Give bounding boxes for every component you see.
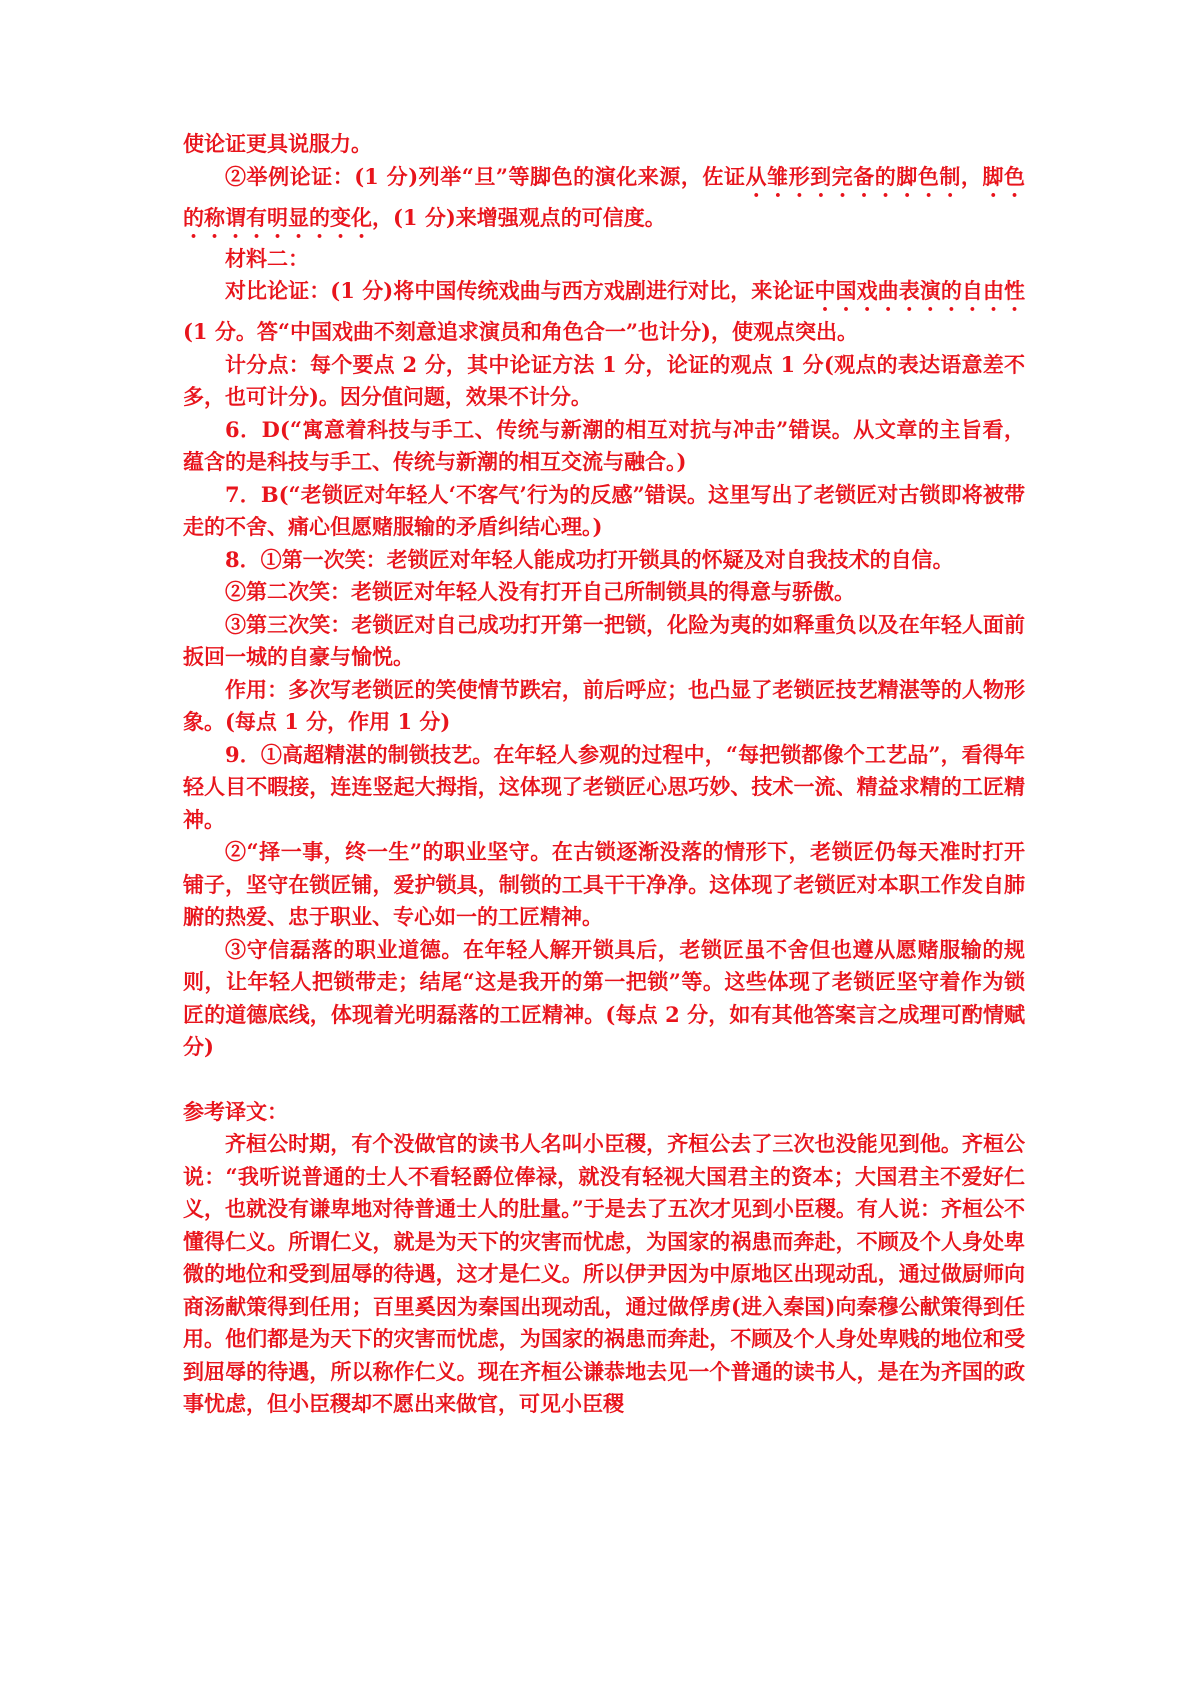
- contrast-argument-tail: (1 分。答“中国戏曲不刻意追求演员和角色合一”也计分)，使观点突出。: [183, 319, 858, 344]
- answer-question-9-point-2: ②“择一事，终一生”的职业坚守。在古锁逐渐没落的情形下，老锁匠仍每天准时打开铺子，坚守在锁匠铺，爱护锁具，制锁的工具干干净净。这体现了老锁匠对本职工作发自肺腑的热爱、忠于职业、专心如一的工匠精神。: [183, 839, 1025, 929]
- material-two-heading: 材料二：: [225, 245, 309, 271]
- answer-question-8-point-3: ③第三次笑：老锁匠对自己成功打开第一把锁，化险为夷的如释重负以及在年轻人面前扳回一城的自豪与愉悦。: [183, 611, 1025, 669]
- translation-heading: 参考译文：: [183, 1098, 288, 1124]
- material-one-example-argument: [183, 161, 1025, 243]
- answer-question-6: 6．D(“寓意着科技与手工、传统与新潮的相互对抗与冲击”错误。从文章的主旨看，蕴含的是科技与手工、传统与新潮的相互交流与融合。): [183, 416, 1025, 474]
- translation-body: 齐桓公时期，有个没做官的读书人名叫小臣稷，齐桓公去了三次也没能见到他。齐桓公说：“我听说普通的士人不看轻爵位俸禄，就没有轻视大国君主的资本；大国君主不爱好仁义，也就没有谦卑地对待普通士人的肚量。”于是去了五次才见到小臣稷。有人说：齐桓公不懂得仁义。所谓仁义，就是为天下的灾害而忧虑，为国家的祸患而奔赴，不顾及个人身处卑微的地位和受到屈辱的待遇，这才是仁义。所以伊尹因为中原地区出现动乱，通过做厨师向商汤献策得到任用；百里奚因为秦国出现动乱，通过做俘虏(进入秦国)向秦穆公献策得到任用。他们都是为天下的灾害而忧虑，为国家的祸患而奔赴，不顾及个人身处卑贱的地位和受到屈辱的待遇，所以称作仁义。现在齐桓公谦恭地去见一个普通的读书人，是在为齐国的政事忧虑，但小臣稷却不愿出来做官，可见小臣稷: [183, 1131, 1025, 1416]
- example-argument-text: ②举例论证：(1 分)列举“旦”等脚色的演化来源，佐证: [225, 163, 746, 189]
- contrast-argument-text: 对比论证：(1 分)将中国传统戏曲与西方戏剧进行对比，来论证: [225, 278, 815, 303]
- answer-key-page: [183, 128, 1025, 1421]
- answer-question-7: 7．B(“老锁匠对年轻人‘不客气’行为的反感”错误。这里写出了老锁匠对古锁即将被带走的不舍、痛心但愿赌服输的矛盾纠结心理。): [183, 481, 1025, 539]
- scoring-note: 计分点：每个要点 2 分，其中论证方法 1 分，论证的观点 1 分(观点的表达语意差不多，也可计分)。因分值问题，效果不计分。: [183, 351, 1025, 409]
- section-spacer: [183, 1064, 1025, 1096]
- emphasized-phrase: 从雏形到完备的脚色制，脚色的称谓有明显的变化: [183, 163, 1026, 230]
- answer-question-8-point-1: 8．①第一次笑：老锁匠对年轻人能成功打开锁具的怀疑及对自我技术的自信。: [225, 546, 954, 572]
- example-argument-tail: ，(1 分)来增强观点的可信度。: [372, 204, 666, 230]
- emphasized-phrase: 中国戏曲表演的自由性: [814, 278, 1026, 303]
- argument-conclusion-line: 使论证更具说服力。: [183, 131, 372, 156]
- answer-question-8-effect: 作用：多次写老锁匠的笑使情节跌宕，前后呼应；也凸显了老锁匠技艺精湛等的人物形象。(每点 1 分，作用 1 分): [183, 676, 1025, 734]
- answer-question-9-point-3: ③守信磊落的职业道德。在年轻人解开锁具后，老锁匠虽不舍但也遵从愿赌服输的规则，让年轻人把锁带走；结尾“这是我开的第一把锁”等。这些体现了老锁匠坚守着作为锁匠的道德底线，体现着光明磊落的工匠精神。(每点 2 分，如有其他答案言之成理可酌情赋分): [183, 936, 1025, 1059]
- material-two-contrast-argument: [183, 275, 1025, 349]
- answer-question-9-point-1: 9．①高超精湛的制锁技艺。在年轻人参观的过程中，“每把锁都像个工艺品”，看得年轻人目不暇接，连连竖起大拇指，这体现了老锁匠心思巧妙、技术一流、精益求精的工匠精神。: [183, 741, 1025, 832]
- answer-question-8-point-2: ②第二次笑：老锁匠对年轻人没有打开自己所制锁具的得意与骄傲。: [225, 579, 855, 604]
